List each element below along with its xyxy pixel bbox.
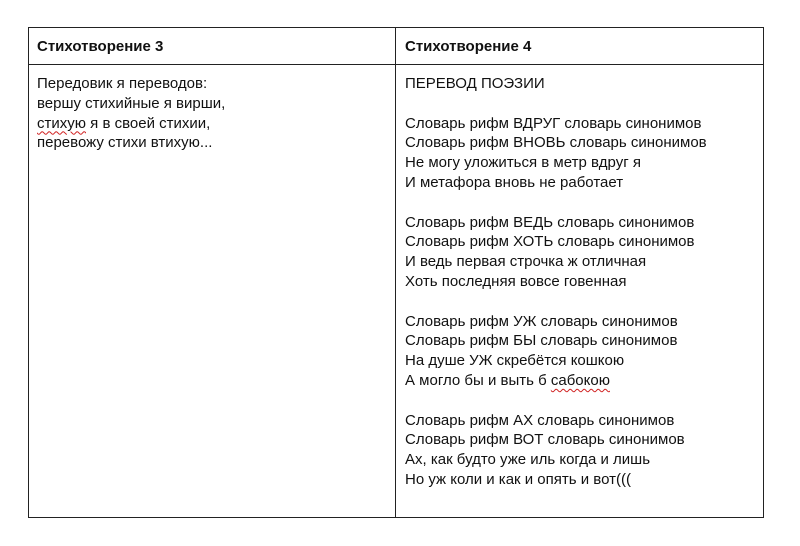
- poem-3-line: [37, 114, 387, 134]
- stanza-gap: [405, 94, 761, 114]
- column-divider: [395, 28, 396, 517]
- header-poem-3: Стихотворение 3: [37, 38, 164, 55]
- poem-4-line: На душе УЖ скребётся кошкою: [405, 352, 625, 370]
- poem-4-line: Словарь рифм УЖ словарь синонимов: [405, 312, 678, 330]
- poem-4-line: Но уж коли и как и опять и вот(((: [405, 470, 631, 488]
- poem-4-line: Словарь рифм ВОТ словарь синонимов: [405, 431, 685, 449]
- poem-4-line: Словарь рифм БЫ словарь синонимов: [405, 332, 678, 350]
- poem-4-line: Словарь рифм ВДРУГ словарь синонимов: [405, 114, 702, 132]
- poem-4-cell: [405, 74, 761, 490]
- header-row: [29, 28, 763, 65]
- poem-3-line: Передовик я переводов:: [37, 75, 208, 92]
- poem-4-line: Не могу уложиться в метр вдруг я: [405, 154, 641, 172]
- poem-4-line: Словарь рифм ХОТЬ словарь синонимов: [405, 233, 695, 251]
- header-poem-4: Стихотворение 4: [405, 38, 532, 55]
- poem-3-line: перевожу стихи втихую...: [37, 134, 213, 152]
- poem-4-line: [405, 371, 761, 391]
- poem-4-line: И ведь первая строчка ж отличная: [405, 253, 647, 271]
- poem-4-line: Ах, как будто уже иль когда и лишь: [405, 451, 651, 469]
- stanza-gap: [405, 391, 761, 411]
- poem-3-cell: [37, 74, 387, 153]
- stanza-gap: [405, 193, 761, 213]
- line-start: А могло бы и выть б: [405, 371, 551, 389]
- poem-table: [28, 27, 764, 518]
- line-rest: я в своей стихии,: [86, 114, 211, 132]
- poem-4-line: Словарь рифм ВЕДЬ словарь синонимов: [405, 213, 695, 231]
- poem-4-line: Хоть последняя вовсе говенная: [405, 272, 627, 290]
- spellcheck-word: сабокою: [550, 371, 610, 389]
- poem-4-title: ПЕРЕВОД ПОЭЗИИ: [405, 75, 545, 92]
- poem-4-line: Словарь рифм АХ словарь синонимов: [405, 411, 675, 429]
- poem-4-line: И метафора вновь не работает: [405, 173, 624, 191]
- poem-3-line: вершу стихийные я вирши,: [37, 94, 226, 112]
- poem-4-line: Словарь рифм ВНОВЬ словарь синонимов: [405, 134, 707, 152]
- stanza-gap: [405, 292, 761, 312]
- spellcheck-word: стихую: [37, 114, 86, 132]
